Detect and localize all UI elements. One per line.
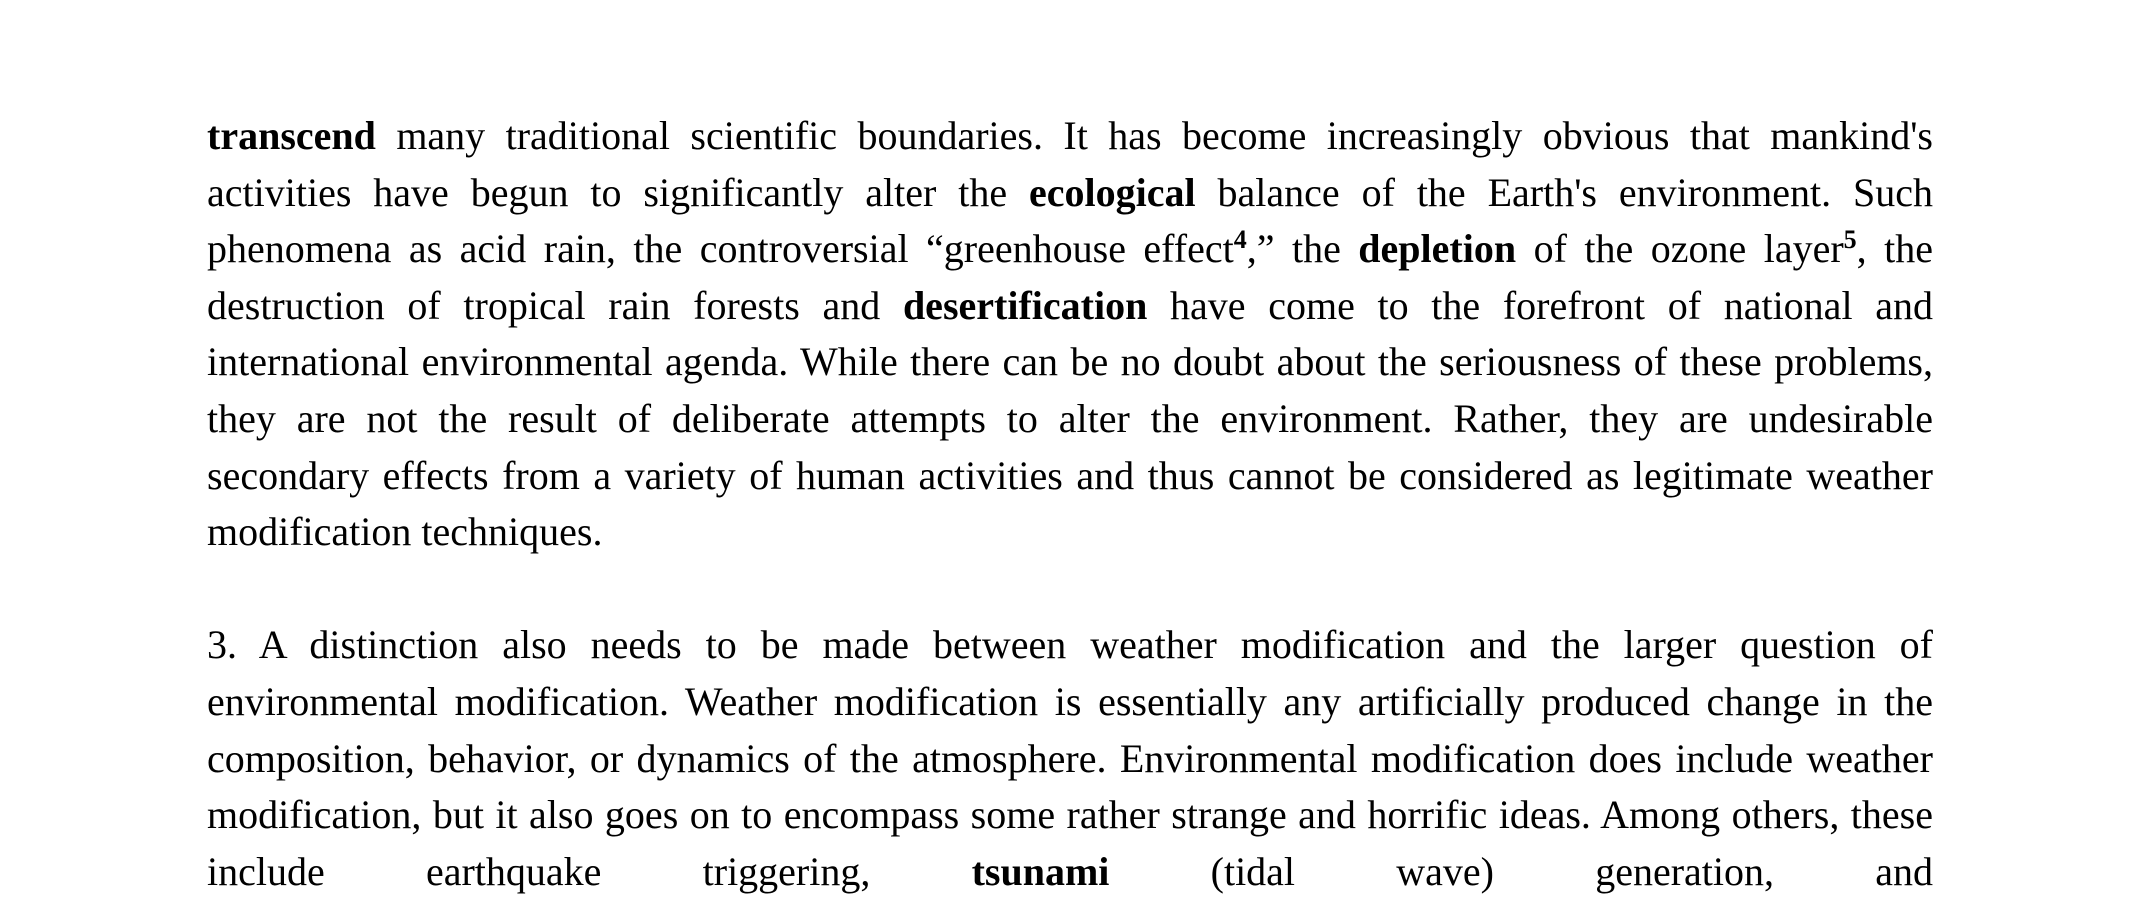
text-segment: balance of the Earth's environment. Such phenomena as acid rain, the controversial “greenhouse effect [207, 169, 1933, 272]
text-segment: ,” the [1246, 226, 1359, 272]
text-segment: 3. A distinction also needs to be made between weather modification and the larger question of environmental modification. Weather modification is essentially any artificially produced change in the composition, behavior, or dynamics of the atmosphere. Environmental modification does include weather modification, but it also goes on to encompass some rather strange and horrific ideas. Among others, these include earthquake triggering, [207, 622, 1933, 894]
bold-term-desertification: desertification [902, 282, 1148, 328]
footnote-marker-4: 4 [1233, 225, 1247, 255]
text-segment: of the ozone layer [1516, 226, 1844, 272]
text-segment: (tidal wave) generation, and [1109, 848, 1933, 894]
bold-term-tsunami: tsunami [971, 848, 1110, 894]
footnote-marker-5: 5 [1843, 225, 1857, 255]
text-segment: , the destruction of tropical rain forests and [207, 226, 1934, 328]
bold-term-depletion: depletion [1358, 226, 1517, 272]
bold-term-transcend: transcend [207, 113, 376, 158]
text-segment: many traditional scientific boundaries. It has become increasingly obvious that mankind's activities have begun to significantly alter the [207, 113, 1933, 215]
text-segment: have come to the forefront of national and international environmental agenda. While there can be no doubt about the seriousness of these problems, they are not the result of deliberate attempts to alter the environment. Rather, they are undesirable secondary effects from a variety of human activities and thus cannot be considered as legitimate weather modification techniques. [207, 282, 1933, 555]
bold-term-ecological: ecological [1029, 169, 1196, 215]
document-page [207, 108, 1933, 900]
paragraph-3-environmental-modification [207, 617, 1933, 900]
paragraph-weather-effects [207, 108, 1933, 561]
